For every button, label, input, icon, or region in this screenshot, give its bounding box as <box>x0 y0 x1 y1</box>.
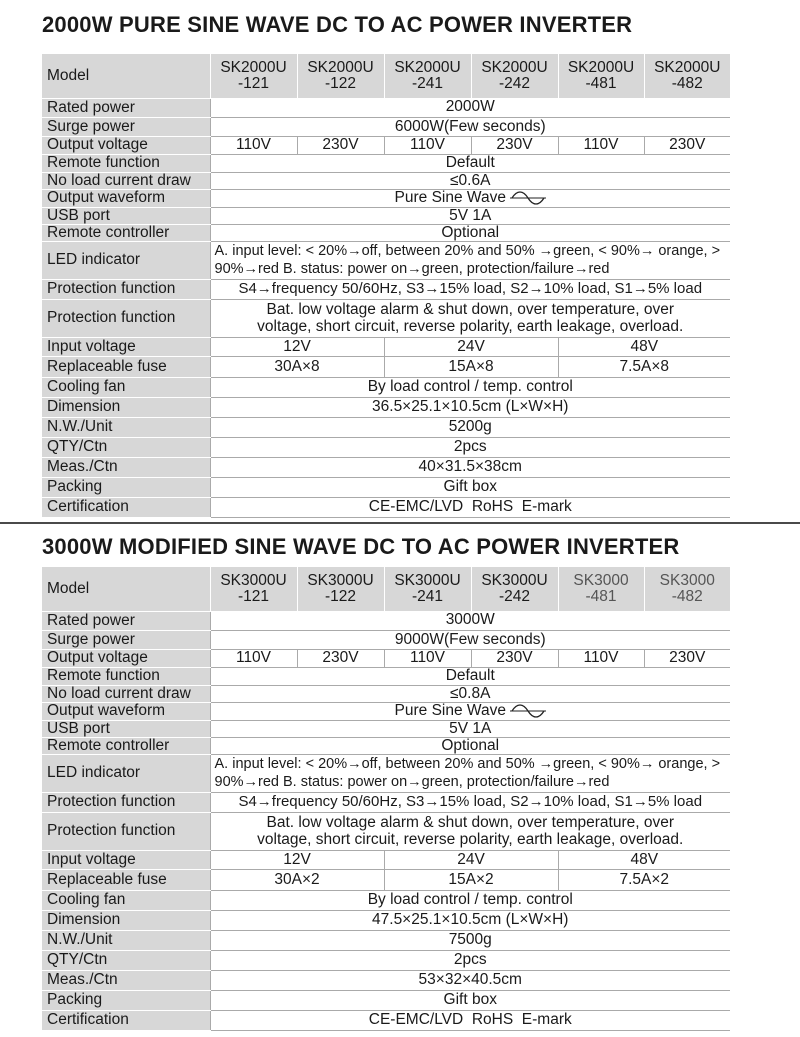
nw-row <box>42 930 730 950</box>
no-load-value: ≤0.6A <box>210 172 730 189</box>
fuse-value: 15A×2 <box>384 869 558 890</box>
row-label: Model <box>42 54 210 98</box>
row-label: Meas./Ctn <box>42 970 210 990</box>
nw-value: 7500g <box>210 930 730 950</box>
model-cell: SK3000U -121 <box>210 567 297 611</box>
rated-power-value: 3000W <box>210 611 730 630</box>
no-load-row <box>42 172 730 189</box>
model-cell: SK2000U -121 <box>210 54 297 98</box>
fuse-value: 7.5A×8 <box>558 356 730 377</box>
row-label: Dimension <box>42 397 210 417</box>
waveform-cell <box>210 189 730 207</box>
remote-function-row <box>42 154 730 172</box>
input-voltage-value: 12V <box>210 337 384 356</box>
usb-value: 5V 1A <box>210 207 730 224</box>
usb-row <box>42 207 730 224</box>
output-voltage-value: 230V <box>644 649 730 667</box>
packing-row <box>42 990 730 1010</box>
protection-value: Bat. low voltage alarm & shut down, over temperature, over voltage, short circuit, reverse polarity, earth leakage, overload. <box>210 812 730 850</box>
row-label: Remote controller <box>42 737 210 754</box>
fuse-row <box>42 356 730 377</box>
row-label: Certification <box>42 1010 210 1030</box>
meas-value: 40×31.5×38cm <box>210 457 730 477</box>
row-label: Replaceable fuse <box>42 869 210 890</box>
row-label: QTY/Ctn <box>42 950 210 970</box>
output-voltage-row <box>42 136 730 154</box>
row-label: Rated power <box>42 611 210 630</box>
input-voltage-value: 48V <box>558 337 730 356</box>
row-label: Packing <box>42 990 210 1010</box>
row-label: USB port <box>42 720 210 737</box>
model-row <box>42 567 730 611</box>
no-load-value: ≤0.8A <box>210 685 730 702</box>
row-label: LED indicator <box>42 754 210 792</box>
fuse-value: 15A×8 <box>384 356 558 377</box>
protection-value: S4→frequency 50/60Hz, S3→15% load, S2→10% load, S1→5% load <box>210 792 730 812</box>
model-row <box>42 54 730 98</box>
protection-row-2 <box>42 299 730 337</box>
output-voltage-value: 230V <box>297 136 384 154</box>
output-voltage-value: 110V <box>210 136 297 154</box>
output-voltage-value: 230V <box>471 136 558 154</box>
cooling-value: By load control / temp. control <box>210 890 730 910</box>
spec-table <box>42 567 730 1031</box>
input-voltage-value: 12V <box>210 850 384 869</box>
output-voltage-value: 110V <box>210 649 297 667</box>
waveform-value: Pure Sine Wave <box>394 189 506 206</box>
model-cell: SK2000U -241 <box>384 54 471 98</box>
cooling-row <box>42 890 730 910</box>
output-voltage-value: 230V <box>297 649 384 667</box>
model-cell: SK2000U -481 <box>558 54 644 98</box>
row-label: Remote function <box>42 667 210 685</box>
model-cell: SK3000 -482 <box>644 567 730 611</box>
model-cell: SK3000U -122 <box>297 567 384 611</box>
no-load-row <box>42 685 730 702</box>
rated-power-value: 2000W <box>210 98 730 117</box>
row-label: Rated power <box>42 98 210 117</box>
model-cell: SK2000U -482 <box>644 54 730 98</box>
row-label: Packing <box>42 477 210 497</box>
sine-wave-icon <box>510 191 546 205</box>
row-label: Replaceable fuse <box>42 356 210 377</box>
row-label: USB port <box>42 207 210 224</box>
output-voltage-value: 110V <box>384 649 471 667</box>
row-label: Remote controller <box>42 224 210 241</box>
remote-function-value: Default <box>210 667 730 685</box>
row-label: N.W./Unit <box>42 930 210 950</box>
remote-controller-row <box>42 737 730 754</box>
row-label: Certification <box>42 497 210 517</box>
section-title: 3000W MODIFIED SINE WAVE DC TO AC POWER INVERTER <box>42 534 680 559</box>
remote-function-value: Default <box>210 154 730 172</box>
row-label: Surge power <box>42 117 210 136</box>
row-label: Surge power <box>42 630 210 649</box>
protection-value: Bat. low voltage alarm & shut down, over temperature, over voltage, short circuit, reverse polarity, earth leakage, overload. <box>210 299 730 337</box>
dimension-value: 36.5×25.1×10.5cm (L×W×H) <box>210 397 730 417</box>
surge-power-row <box>42 117 730 136</box>
led-value: A. input level: < 20%→off, between 20% and 50% →green, < 90%→ orange, > 90%→red B. status: power on→green, protection/failure→red <box>210 754 730 792</box>
row-label: Output waveform <box>42 702 210 720</box>
model-cell: SK3000 -481 <box>558 567 644 611</box>
led-value: A. input level: < 20%→off, between 20% and 50% →green, < 90%→ orange, > 90%→red B. status: power on→green, protection/failure→red <box>210 241 730 279</box>
waveform-cell <box>210 702 730 720</box>
waveform-row <box>42 702 730 720</box>
led-row <box>42 754 730 792</box>
row-label: Model <box>42 567 210 611</box>
row-label: Output waveform <box>42 189 210 207</box>
sine-wave-icon <box>510 704 546 718</box>
protection-row-2 <box>42 812 730 850</box>
protection-row-1 <box>42 279 730 299</box>
remote-function-row <box>42 667 730 685</box>
model-cell: SK2000U -242 <box>471 54 558 98</box>
row-label: LED indicator <box>42 241 210 279</box>
waveform-value: Pure Sine Wave <box>394 702 506 719</box>
output-voltage-value: 230V <box>644 136 730 154</box>
output-voltage-value: 110V <box>558 649 644 667</box>
qty-row <box>42 950 730 970</box>
section-divider <box>0 522 800 524</box>
row-label: Dimension <box>42 910 210 930</box>
output-voltage-value: 230V <box>471 649 558 667</box>
certification-value: CE-EMC/LVD RoHS E-mark <box>210 497 730 517</box>
row-label: Protection function <box>42 792 210 812</box>
nw-row <box>42 417 730 437</box>
output-voltage-value: 110V <box>384 136 471 154</box>
usb-row <box>42 720 730 737</box>
fuse-value: 7.5A×2 <box>558 869 730 890</box>
row-label: N.W./Unit <box>42 417 210 437</box>
cooling-value: By load control / temp. control <box>210 377 730 397</box>
remote-controller-row <box>42 224 730 241</box>
led-row <box>42 241 730 279</box>
qty-value: 2pcs <box>210 950 730 970</box>
row-label: Cooling fan <box>42 890 210 910</box>
input-voltage-row <box>42 850 730 869</box>
certification-row <box>42 1010 730 1030</box>
model-cell: SK3000U -241 <box>384 567 471 611</box>
input-voltage-value: 48V <box>558 850 730 869</box>
dimension-row <box>42 397 730 417</box>
row-label: Protection function <box>42 812 210 850</box>
meas-row <box>42 457 730 477</box>
qty-row <box>42 437 730 457</box>
output-voltage-value: 110V <box>558 136 644 154</box>
packing-value: Gift box <box>210 477 730 497</box>
row-label: Cooling fan <box>42 377 210 397</box>
fuse-value: 30A×2 <box>210 869 384 890</box>
remote-controller-value: Optional <box>210 737 730 754</box>
packing-row <box>42 477 730 497</box>
row-label: Output voltage <box>42 649 210 667</box>
surge-power-row <box>42 630 730 649</box>
section-title: 2000W PURE SINE WAVE DC TO AC POWER INVERTER <box>42 12 633 37</box>
row-label: Meas./Ctn <box>42 457 210 477</box>
row-label: No load current draw <box>42 685 210 702</box>
usb-value: 5V 1A <box>210 720 730 737</box>
remote-controller-value: Optional <box>210 224 730 241</box>
certification-value: CE-EMC/LVD RoHS E-mark <box>210 1010 730 1030</box>
waveform-row <box>42 189 730 207</box>
model-cell: SK3000U -242 <box>471 567 558 611</box>
fuse-row <box>42 869 730 890</box>
row-label: No load current draw <box>42 172 210 189</box>
qty-value: 2pcs <box>210 437 730 457</box>
row-label: Protection function <box>42 299 210 337</box>
dimension-value: 47.5×25.1×10.5cm (L×W×H) <box>210 910 730 930</box>
model-cell: SK2000U -122 <box>297 54 384 98</box>
row-label: QTY/Ctn <box>42 437 210 457</box>
certification-row <box>42 497 730 517</box>
spec-table <box>42 54 730 518</box>
output-voltage-row <box>42 649 730 667</box>
row-label: Protection function <box>42 279 210 299</box>
fuse-value: 30A×8 <box>210 356 384 377</box>
row-label: Input voltage <box>42 850 210 869</box>
cooling-row <box>42 377 730 397</box>
row-label: Input voltage <box>42 337 210 356</box>
surge-power-value: 6000W(Few seconds) <box>210 117 730 136</box>
protection-value: S4→frequency 50/60Hz, S3→15% load, S2→10% load, S1→5% load <box>210 279 730 299</box>
input-voltage-value: 24V <box>384 850 558 869</box>
input-voltage-value: 24V <box>384 337 558 356</box>
dimension-row <box>42 910 730 930</box>
rated-power-row <box>42 611 730 630</box>
protection-row-1 <box>42 792 730 812</box>
row-label: Remote function <box>42 154 210 172</box>
meas-row <box>42 970 730 990</box>
input-voltage-row <box>42 337 730 356</box>
row-label: Output voltage <box>42 136 210 154</box>
nw-value: 5200g <box>210 417 730 437</box>
meas-value: 53×32×40.5cm <box>210 970 730 990</box>
surge-power-value: 9000W(Few seconds) <box>210 630 730 649</box>
packing-value: Gift box <box>210 990 730 1010</box>
rated-power-row <box>42 98 730 117</box>
